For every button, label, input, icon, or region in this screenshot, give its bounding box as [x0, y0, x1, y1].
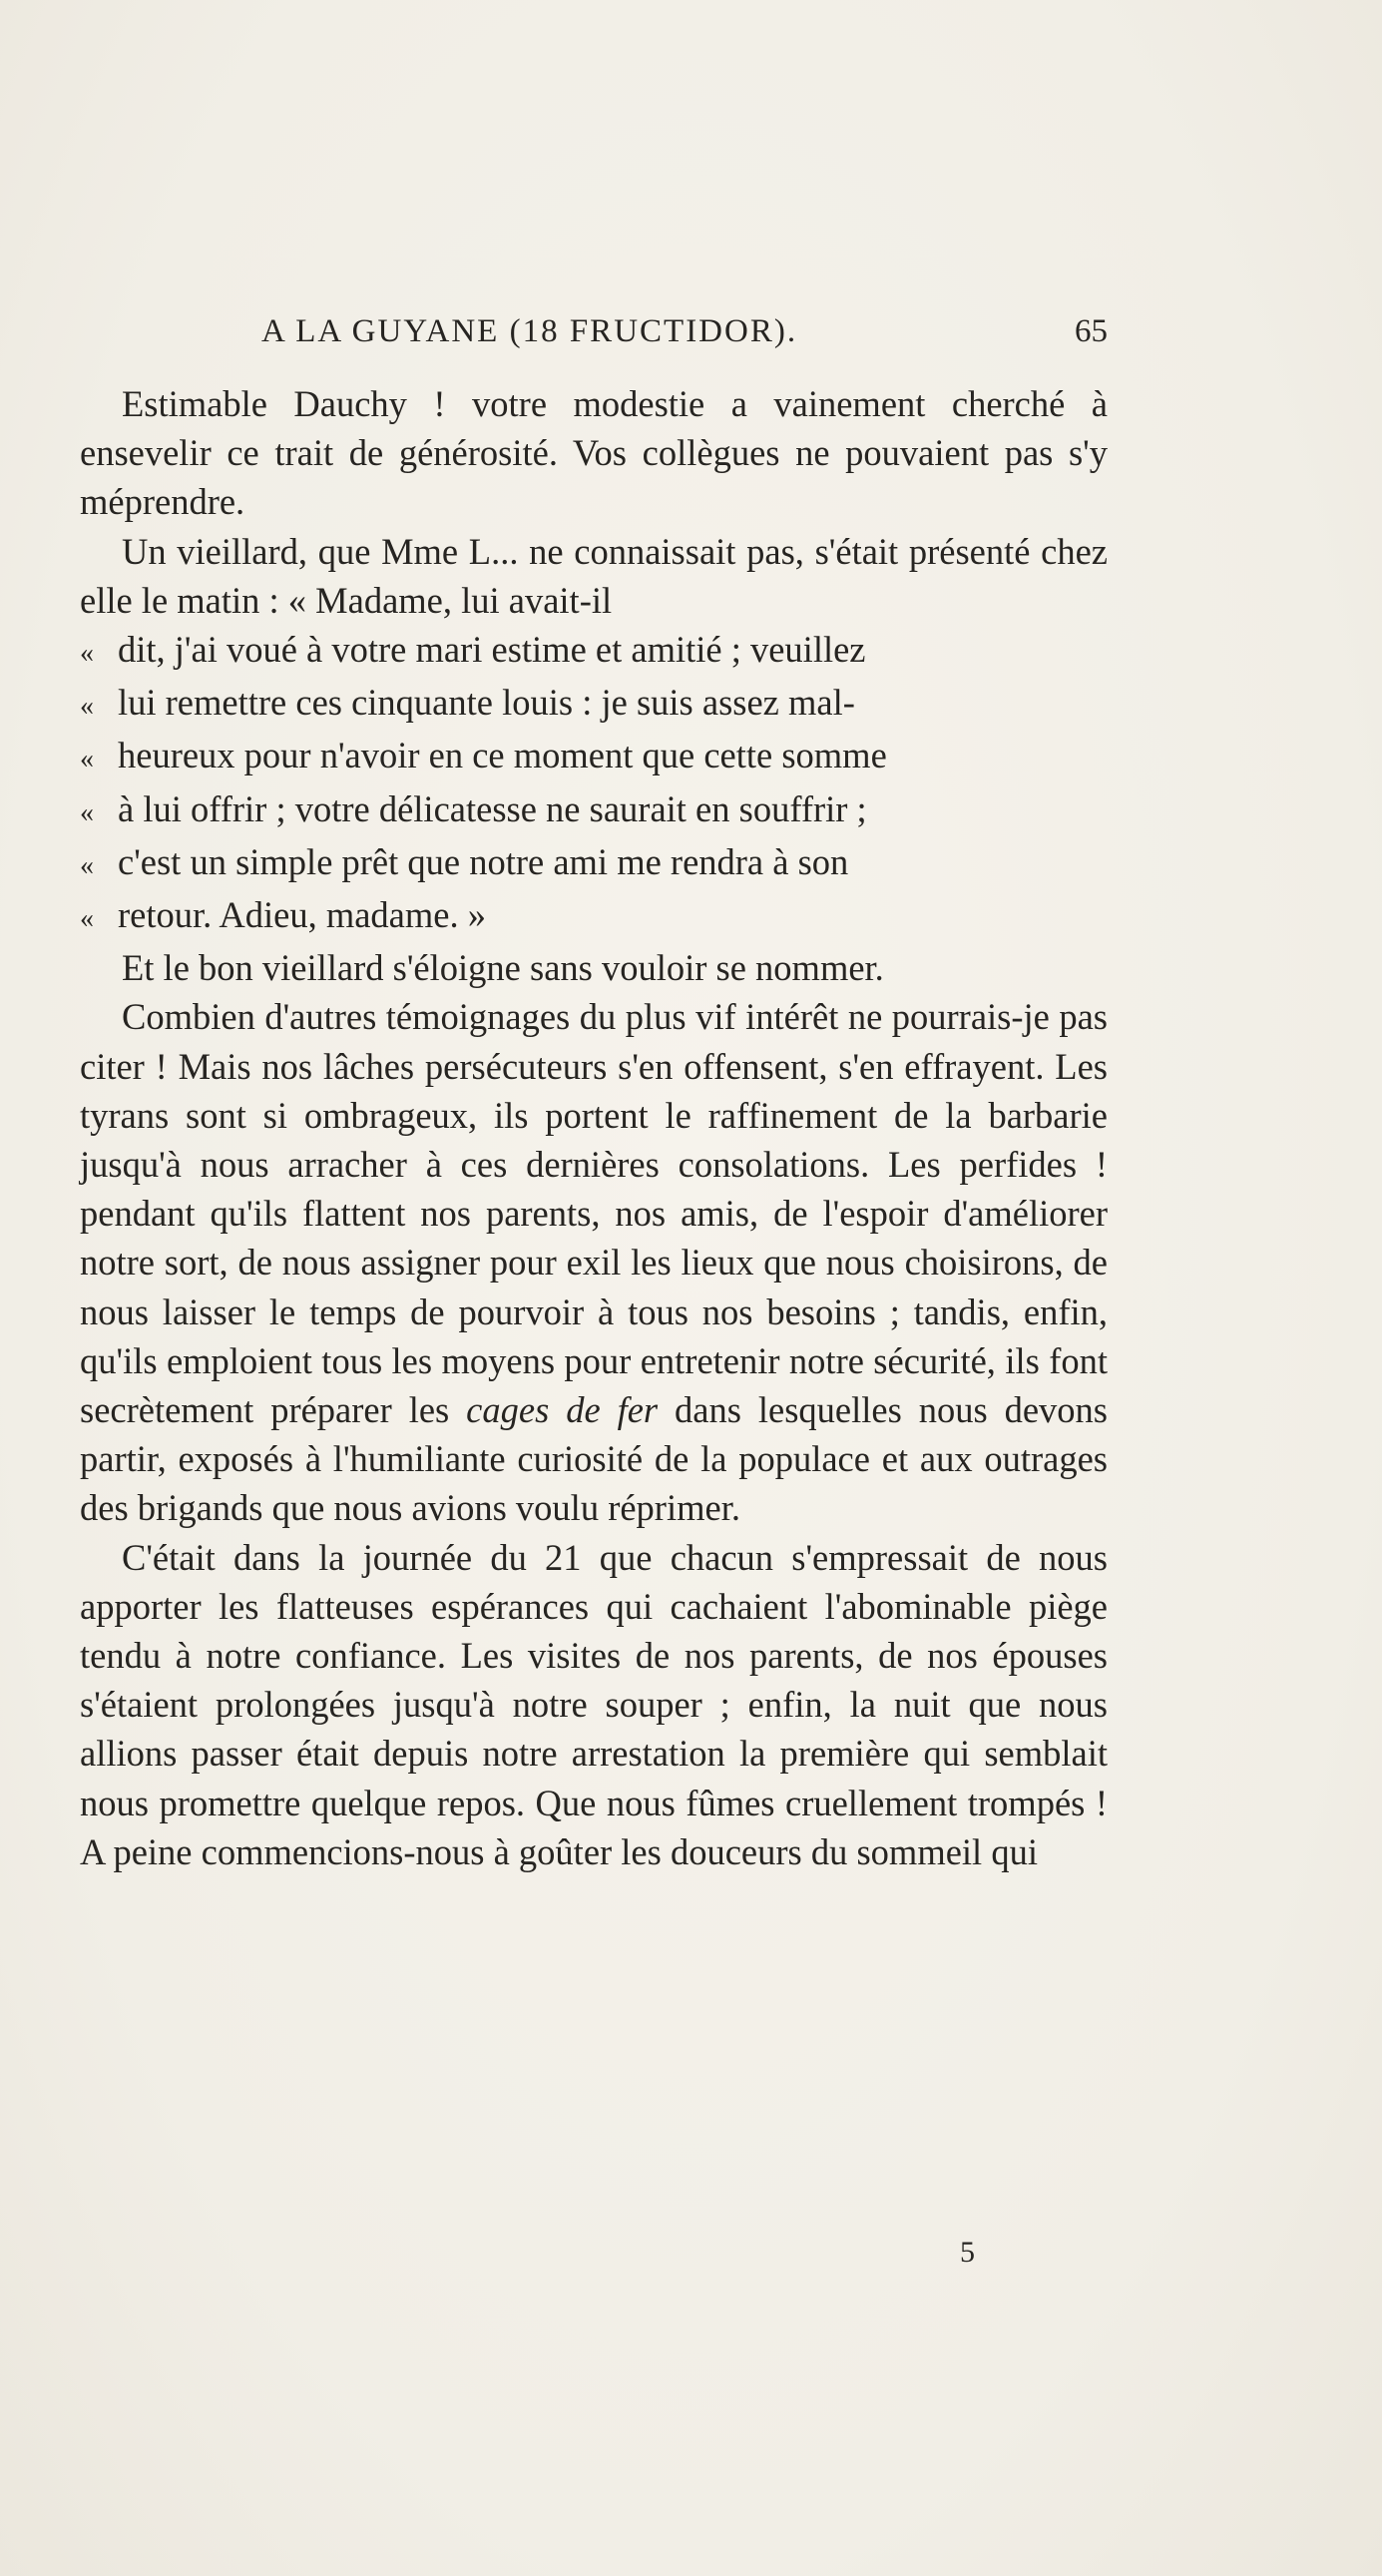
paragraph-dauchy: Estimable Dauchy ! votre modestie a vainement cherché à ensevelir ce trait de générosité. Vos collègues ne pouvaient pas s'y méprendre. — [80, 383, 1108, 523]
quote-mark: « — [80, 638, 94, 670]
quote-mark: « — [80, 849, 94, 881]
paragraph-temoignages-continuation: dans lesquelles nous devons partir, exposés à l'humiliante curiosité de la populace et aux outrages des brigands que nous avions voulu réprimer. — [80, 1389, 1109, 1529]
quote-line — [80, 678, 1108, 731]
paragraph-vieillard-intro: Un vieillard, que Mme L... ne connaissait pas, s'était présenté chez elle le matin : « Madame, lui avait-il — [80, 530, 1108, 621]
paragraph-temoignages — [80, 992, 1108, 1532]
quote-mark: « — [80, 691, 94, 723]
quote-mark: « — [80, 903, 94, 935]
quote-line — [80, 784, 1108, 837]
paragraph-temoignages-text: Combien d'autres témoignages du plus vif intérêt ne pourrais-je pas citer ! Mais nos lâches persécuteurs s'en offensent, s'en effrayent. Les tyrans sont si ombrageux, ils portent le raffinement de la barbarie jusqu'à nous arracher à ces dernières consolations. Les perfides ! pendant qu'ils flattent nos parents, nos amis, de l'espoir d'améliorer notre sort, de nous assigner pour exil les lieux que nous choisirons, de nous laisser le temps de pourvoir à tous nos besoins ; tandis, enfin, qu'ils emploient tous les moyens pour entretenir notre sécurité, ils font secrètement préparer les — [80, 996, 1108, 1431]
running-title: A LA GUYANE (18 FRUCTIDOR). — [261, 313, 798, 349]
quote-line-text: dit, j'ai voué à votre mari estime et amitié ; veuillez — [118, 629, 866, 671]
paragraph-bon-vieillard: Et le bon vieillard s'éloigne sans vouloir se nommer. — [122, 947, 884, 989]
paragraph-journee-21: C'était dans la journée du 21 que chacun s'empressait de nous apporter les flatteuses espérances qui cachaient l'abominable piège tendu à notre confiance. Les visites de nos parents, de nos épouses s'étaient prolongées jusqu'à notre souper ; enfin, la nuit que nous allions passer était depuis notre arrestation la première qui semblait nous promettre quelque repos. Que nous fûmes cruellement trompés ! A peine commencions-nous à goûter les douceurs du sommeil qui — [80, 1536, 1108, 1872]
quote-mark: « — [80, 744, 94, 775]
quote-line — [80, 837, 1108, 890]
quote-line-text: heureux pour n'avoir en ce moment que cette somme — [118, 735, 887, 776]
signature-mark: 5 — [960, 2236, 975, 2269]
quote-line — [80, 890, 1108, 943]
page-number: 65 — [1075, 313, 1108, 349]
quote-line — [80, 625, 1108, 678]
quote-line-text: lui remettre ces cinquante louis : je suis assez mal- — [118, 682, 855, 724]
italic-cages-de-fer: cages de fer — [466, 1389, 659, 1431]
quote-line-text: à lui offrir ; votre délicatesse ne saurait en souffrir ; — [118, 787, 867, 829]
quote-mark: « — [80, 796, 94, 828]
body-text — [80, 379, 1108, 1876]
quote-line-text: c'est un simple prêt que notre ami me rendra à son — [118, 840, 849, 882]
paragraph-vieillard — [80, 527, 1108, 944]
quote-line-text: retour. Adieu, madame. » — [118, 894, 486, 936]
quote-line — [80, 731, 1108, 783]
